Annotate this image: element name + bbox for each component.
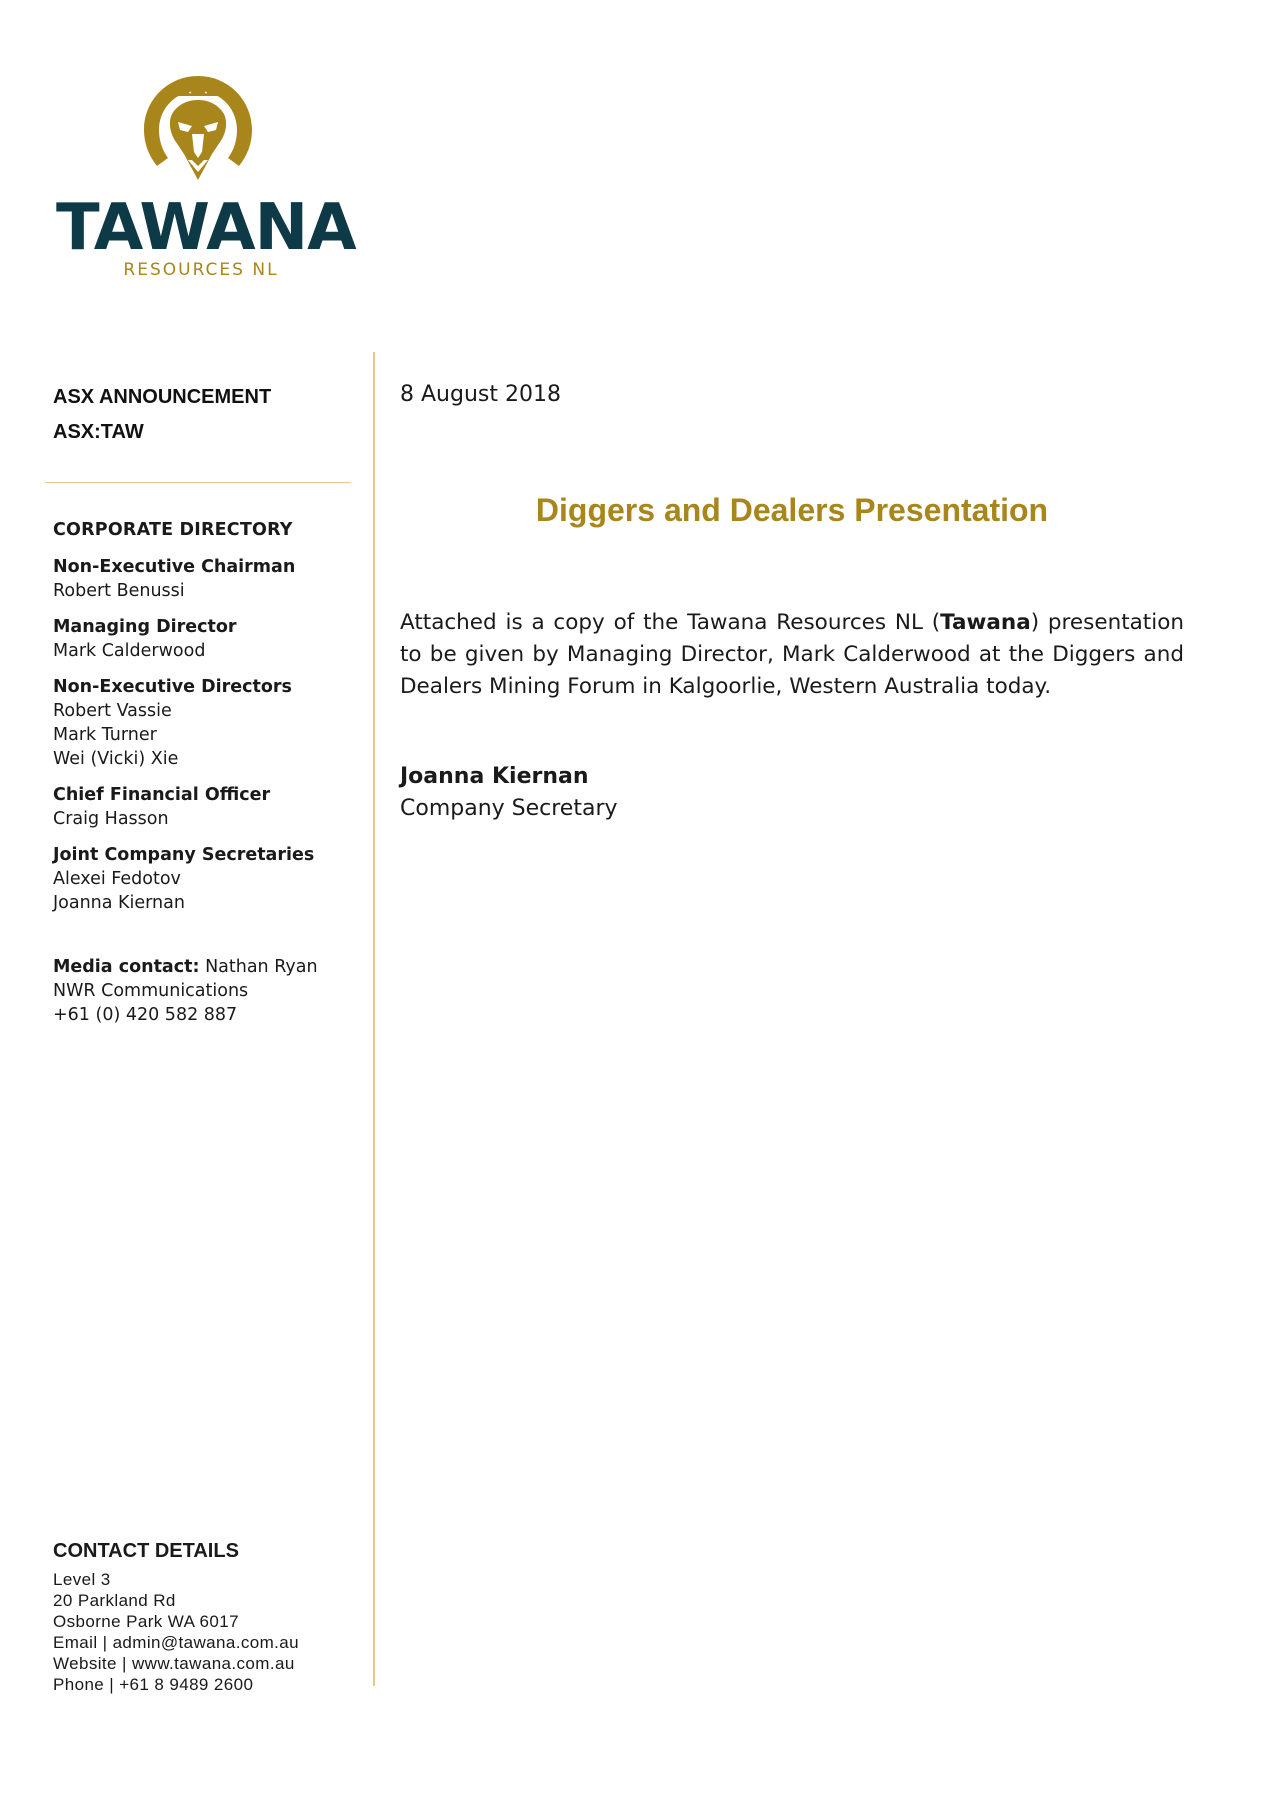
directory-person: Mark Calderwood	[53, 641, 206, 661]
contact-email: Email | admin@tawana.com.au	[53, 1633, 300, 1652]
contact-details	[53, 1539, 299, 1695]
address-line: Level 3	[53, 1570, 111, 1589]
body-company-name: Tawana	[940, 610, 1031, 635]
directory-person: Mark Turner	[53, 725, 157, 745]
sidebar-divider	[45, 482, 351, 483]
media-label: Media contact:	[53, 957, 200, 977]
directory-heading: CORPORATE DIRECTORY	[53, 520, 293, 540]
contact-phone: Phone | +61 8 9489 2600	[53, 1675, 254, 1694]
directory-group	[53, 843, 314, 915]
directory-role: Non-Executive Chairman	[53, 557, 296, 577]
signature-block	[400, 761, 618, 825]
directory-person: Robert Benussi	[53, 581, 185, 601]
contact-website: Website | www.tawana.com.au	[53, 1654, 295, 1673]
signatory-name: Joanna Kiernan	[400, 764, 589, 789]
directory-group	[53, 783, 314, 831]
directory-group	[53, 555, 314, 603]
logo-subtitle: RESOURCES NL	[123, 260, 279, 280]
column-divider	[373, 352, 375, 1686]
directory-person: Robert Vassie	[53, 701, 172, 721]
directory-person: Wei (Vicki) Xie	[53, 749, 179, 769]
body-text-start: Attached is a copy of the Tawana Resources NL (	[400, 610, 941, 635]
corporate-directory	[53, 518, 314, 927]
announcement-title: Diggers and Dealers Presentation	[535, 492, 1049, 528]
media-company: NWR Communications	[53, 981, 249, 1001]
directory-role: Joint Company Secretaries	[53, 845, 315, 865]
directory-person: Joanna Kiernan	[53, 893, 185, 913]
announcement-type: ASX ANNOUNCEMENT	[53, 386, 272, 408]
media-name: Nathan Ryan	[205, 957, 318, 977]
contact-heading: CONTACT DETAILS	[53, 1540, 239, 1562]
logo-wordmark: TAWANA	[56, 191, 356, 265]
directory-person: Alexei Fedotov	[53, 869, 181, 889]
media-contact	[53, 955, 318, 1027]
address-line: 20 Parkland Rd	[53, 1591, 176, 1610]
directory-role: Managing Director	[53, 617, 237, 637]
announcement-body	[400, 607, 1184, 703]
directory-group	[53, 615, 314, 663]
address-line: Osborne Park WA 6017	[53, 1612, 239, 1631]
media-phone: +61 (0) 420 582 887	[53, 1005, 238, 1025]
announcement-date: 8 August 2018	[400, 382, 561, 407]
directory-group	[53, 675, 314, 771]
lion-head-icon	[138, 74, 258, 186]
signatory-title: Company Secretary	[400, 796, 618, 821]
directory-role: Chief Financial Officer	[53, 785, 271, 805]
directory-person: Craig Hasson	[53, 809, 169, 829]
asx-block	[53, 380, 271, 450]
directory-role: Non-Executive Directors	[53, 677, 292, 697]
asx-ticker: ASX:TAW	[53, 421, 144, 443]
company-logo	[56, 74, 356, 284]
body-text-end: ) presentation to be given by Managing Director, Mark Calderwood at the Diggers and Dealers Mining Forum in Kalgoorlie, Western Australia today.	[400, 610, 1184, 699]
